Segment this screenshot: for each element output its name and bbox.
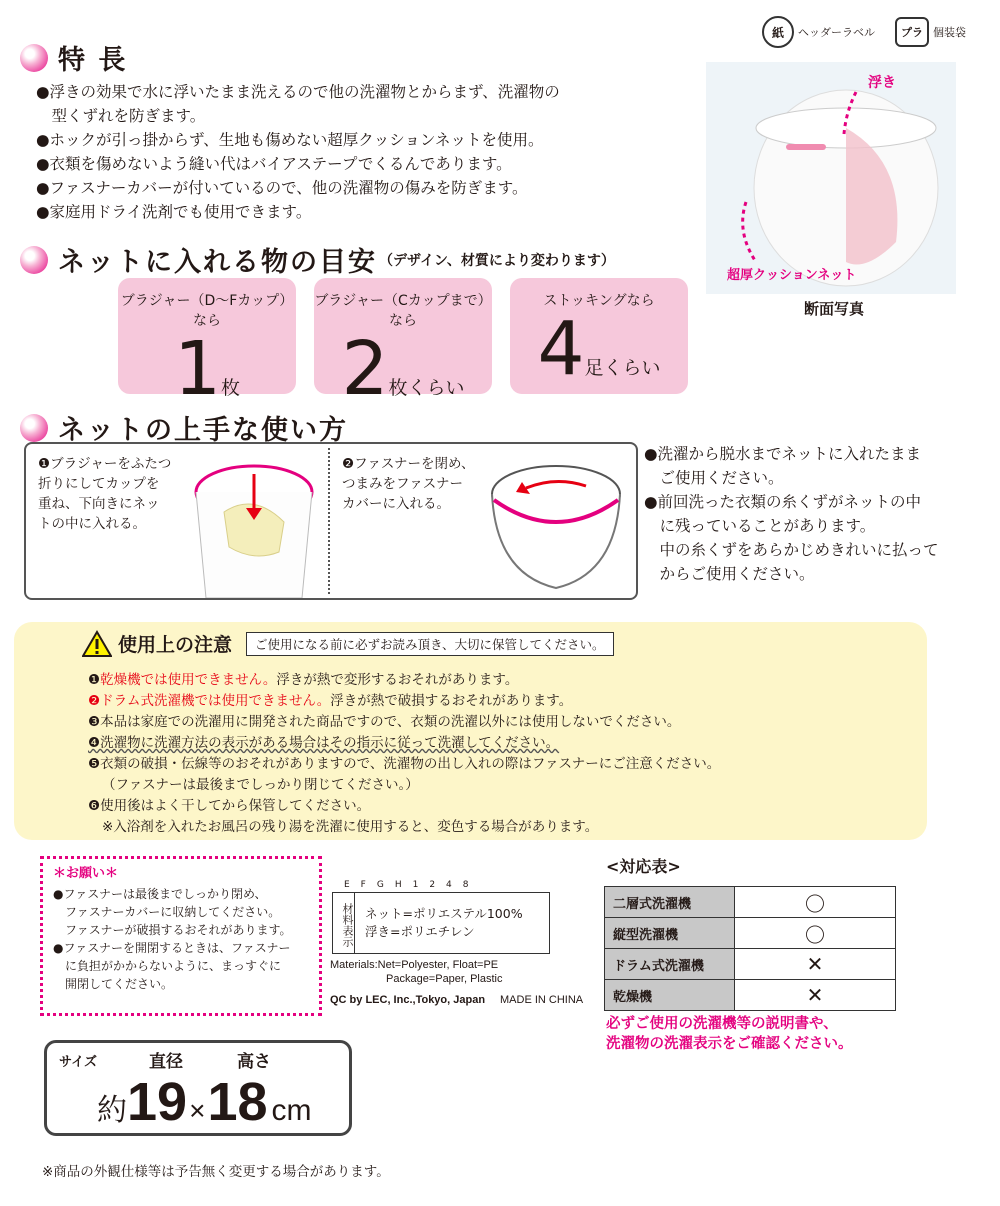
materials-list bbox=[355, 893, 523, 953]
table-cell: 乾燥機 bbox=[605, 980, 735, 1011]
caution-item: ❻使用後はよく干してから保管してください。 bbox=[88, 798, 371, 814]
table-cell: ✕ bbox=[735, 949, 896, 980]
guide-box bbox=[510, 278, 688, 394]
step-line: 折りにしてカップを bbox=[38, 476, 160, 492]
size-height: 18 bbox=[207, 1072, 268, 1132]
pink-ball-icon bbox=[20, 44, 48, 72]
size-times: × bbox=[189, 1095, 206, 1126]
caution-text: 浮きが熱で変形するおそれがあります。 bbox=[276, 672, 519, 688]
caution-item: ❹洗濯物に洗濯方法の表示がある場合はその指示に従って洗濯してください。 bbox=[88, 735, 560, 751]
guide-caption: ブラジャー（D〜Fカップ）なら bbox=[120, 293, 294, 329]
usage-step-1 bbox=[38, 454, 171, 534]
guide-caption: ブラジャー（Cカップまで）なら bbox=[314, 293, 492, 329]
request-box bbox=[40, 856, 322, 1016]
warning-triangle-icon bbox=[82, 630, 112, 657]
pink-ball-icon bbox=[20, 414, 48, 442]
guide-title: ネットに入れる物の目安 bbox=[58, 247, 377, 278]
item-number: ❷ bbox=[88, 693, 101, 709]
caution-warning: ドラム式洗濯機では使用できません。 bbox=[100, 693, 331, 709]
guide-unit: 枚 bbox=[221, 377, 241, 399]
caution-item: （ファスナーは最後までしっかり閉じてください。） bbox=[102, 777, 419, 793]
material-net: ネット=ポリエステル100% bbox=[365, 906, 523, 921]
list-item: ●浮きの効果で水に浮いたまま洗えるので他の洗濯物とからまず、洗濯物の bbox=[36, 83, 560, 101]
usage-tips bbox=[644, 442, 939, 586]
caution-item: ❺衣類の破損・伝線等のおそれがありますので、洗濯物の出し入れの際はファスナーにご注意ください。 bbox=[88, 756, 721, 772]
list-item: ●ホックが引っ掛からず、生地も傷めない超厚クッションネットを使用。 bbox=[36, 131, 544, 149]
caution-list bbox=[88, 670, 720, 838]
plastic-recycle-label: 個装袋 bbox=[933, 26, 966, 39]
list-item: ●ファスナーを開閉するときは、ファスナー bbox=[53, 941, 291, 955]
pink-ball-icon bbox=[20, 246, 48, 274]
qc-line: QC by LEC, Inc.,Tokyo, Japan bbox=[330, 994, 486, 1006]
list-item: ●家庭用ドライ洗剤でも使用できます。 bbox=[36, 203, 312, 221]
paper-recycle-icon: 紙 bbox=[762, 16, 794, 48]
table-cell: 縦型洗濯機 bbox=[605, 918, 735, 949]
size-approx: 約 bbox=[97, 1094, 127, 1127]
cushion-label: 超厚クッションネット bbox=[727, 268, 857, 283]
made-in: MADE IN CHINA bbox=[500, 994, 584, 1006]
table-row bbox=[605, 980, 896, 1011]
list-item: ●洗濯から脱水までネットに入れたまま bbox=[644, 445, 922, 463]
guide-heading bbox=[20, 240, 615, 279]
caution-heading bbox=[82, 630, 614, 657]
step-line: カバーに入れる。 bbox=[342, 496, 450, 512]
caution-title: 使用上の注意 bbox=[118, 634, 233, 656]
request-list bbox=[43, 883, 319, 993]
list-item: に負担がかからないように、まっすぐに bbox=[53, 959, 282, 973]
step-line: トの中に入れる。 bbox=[38, 516, 146, 532]
step2-illustration bbox=[486, 454, 626, 594]
guide-caption: ストッキングなら bbox=[543, 293, 655, 309]
list-item: ファスナーカバーに収納してください。 bbox=[53, 905, 281, 919]
list-item: ファスナーが破損するおそれがあります。 bbox=[53, 923, 292, 937]
step-line: ❷ファスナーを閉め、 bbox=[342, 456, 475, 472]
materials-label: 材料表示 bbox=[333, 893, 355, 953]
caution-warning: 乾燥機では使用できません。 bbox=[100, 672, 277, 688]
compat-table bbox=[604, 886, 896, 1011]
size-label: サイズ bbox=[59, 1055, 97, 1070]
table-row bbox=[605, 949, 896, 980]
diameter-label: 直径 bbox=[149, 1052, 183, 1072]
caution-item: ※入浴剤を入れたお風呂の残り湯を洗濯に使用すると、変色する場合があります。 bbox=[102, 819, 599, 835]
paper-recycle-label: ヘッダーラベル bbox=[798, 26, 875, 39]
photo-caption: 断面写真 bbox=[804, 300, 865, 318]
material-float: 浮き=ポリエチレン bbox=[365, 924, 475, 939]
list-item: 中の糸くずをあらかじめきれいに払って bbox=[644, 541, 939, 559]
compat-note-line: 洗濯物の洗濯表示をご確認ください。 bbox=[606, 1036, 853, 1052]
table-row bbox=[605, 887, 896, 918]
list-item: ●前回洗った衣類の糸くずがネットの中 bbox=[644, 493, 922, 511]
table-cell: 〇 bbox=[735, 887, 896, 918]
guide-note: （デザイン、材質により変わります） bbox=[379, 252, 615, 269]
plastic-recycle-icon: プラ bbox=[895, 17, 929, 47]
guide-boxes bbox=[118, 278, 688, 412]
table-cell: ドラム式洗濯機 bbox=[605, 949, 735, 980]
step-line: つまみをファスナー bbox=[342, 476, 463, 492]
guide-unit: 足くらい bbox=[584, 357, 661, 379]
caution-item bbox=[88, 670, 720, 691]
step-line: 重ね、下向きにネッ bbox=[38, 496, 160, 512]
guide-number: 2 bbox=[341, 326, 389, 412]
materials-en-line: Package=Paper, Plastic bbox=[386, 973, 503, 985]
size-diameter: 19 bbox=[127, 1072, 188, 1132]
features-title: 特 長 bbox=[58, 45, 128, 76]
features-list bbox=[36, 80, 560, 224]
compat-note-line: 必ずご使用の洗濯機等の説明書や、 bbox=[606, 1016, 838, 1032]
compat-note bbox=[606, 1014, 853, 1054]
caution-text: 浮きが熱で破損するおそれがあります。 bbox=[330, 693, 573, 709]
size-box bbox=[44, 1040, 352, 1136]
size-unit: cm bbox=[271, 1094, 312, 1127]
size-codes: E F G H 1 2 4 8 bbox=[344, 880, 470, 890]
net-photo-illustration bbox=[706, 62, 956, 294]
caution-item: ❸本品は家庭での洗濯用に開発された商品ですので、衣類の洗濯以外には使用しないでください。 bbox=[88, 714, 681, 730]
guide-number: 4 bbox=[537, 306, 585, 392]
caution-subtitle: ご使用になる前に必ずお読み頂き、大切に保管してください。 bbox=[246, 632, 614, 656]
usage-step-2 bbox=[342, 454, 475, 514]
float-label: 浮き bbox=[868, 75, 896, 91]
materials-en-line: Materials:Net=Polyester, Float=PE bbox=[330, 959, 499, 971]
list-item: に残っていることがあります。 bbox=[644, 517, 876, 535]
cross-section-photo bbox=[706, 62, 956, 294]
list-item: ご使用ください。 bbox=[644, 469, 784, 487]
list-item: ●ファスナーカバーが付いているので、他の洗濯物の傷みを防ぎます。 bbox=[36, 179, 528, 197]
guide-box bbox=[118, 278, 296, 412]
table-cell: 〇 bbox=[735, 918, 896, 949]
list-item: からご使用ください。 bbox=[644, 565, 815, 583]
usage-title: ネットの上手な使い方 bbox=[58, 415, 348, 446]
list-item: ●ファスナーは最後までしっかり閉め、 bbox=[53, 887, 267, 901]
list-item: 型くずれを防ぎます。 bbox=[36, 107, 206, 125]
step-line: ❶ブラジャーをふたつ bbox=[38, 456, 172, 472]
height-label: 高さ bbox=[237, 1052, 271, 1072]
request-title: ＊お願い＊ bbox=[53, 866, 119, 881]
caution-item bbox=[88, 691, 720, 712]
step-divider bbox=[328, 448, 330, 594]
usage-frame bbox=[24, 442, 638, 600]
materials-english bbox=[330, 958, 503, 986]
features-heading bbox=[20, 38, 127, 77]
table-cell: ✕ bbox=[735, 980, 896, 1011]
step1-illustration bbox=[184, 452, 324, 598]
recycle-marks bbox=[762, 16, 966, 48]
size-value bbox=[97, 1071, 312, 1133]
materials-box bbox=[332, 892, 550, 954]
item-number: ❶ bbox=[88, 672, 101, 688]
table-row bbox=[605, 918, 896, 949]
compat-title: <対応表> bbox=[606, 857, 681, 876]
guide-box bbox=[314, 278, 492, 412]
guide-unit: 枚くらい bbox=[388, 377, 465, 399]
list-item: ●衣類を傷めないよう縫い代はバイアステープでくるんであります。 bbox=[36, 155, 512, 173]
list-item: 開閉してください。 bbox=[53, 977, 174, 991]
table-cell: 二層式洗濯機 bbox=[605, 887, 735, 918]
guide-number: 1 bbox=[173, 326, 222, 412]
footnote: ※商品の外観仕様等は予告無く変更する場合があります。 bbox=[42, 1164, 390, 1180]
